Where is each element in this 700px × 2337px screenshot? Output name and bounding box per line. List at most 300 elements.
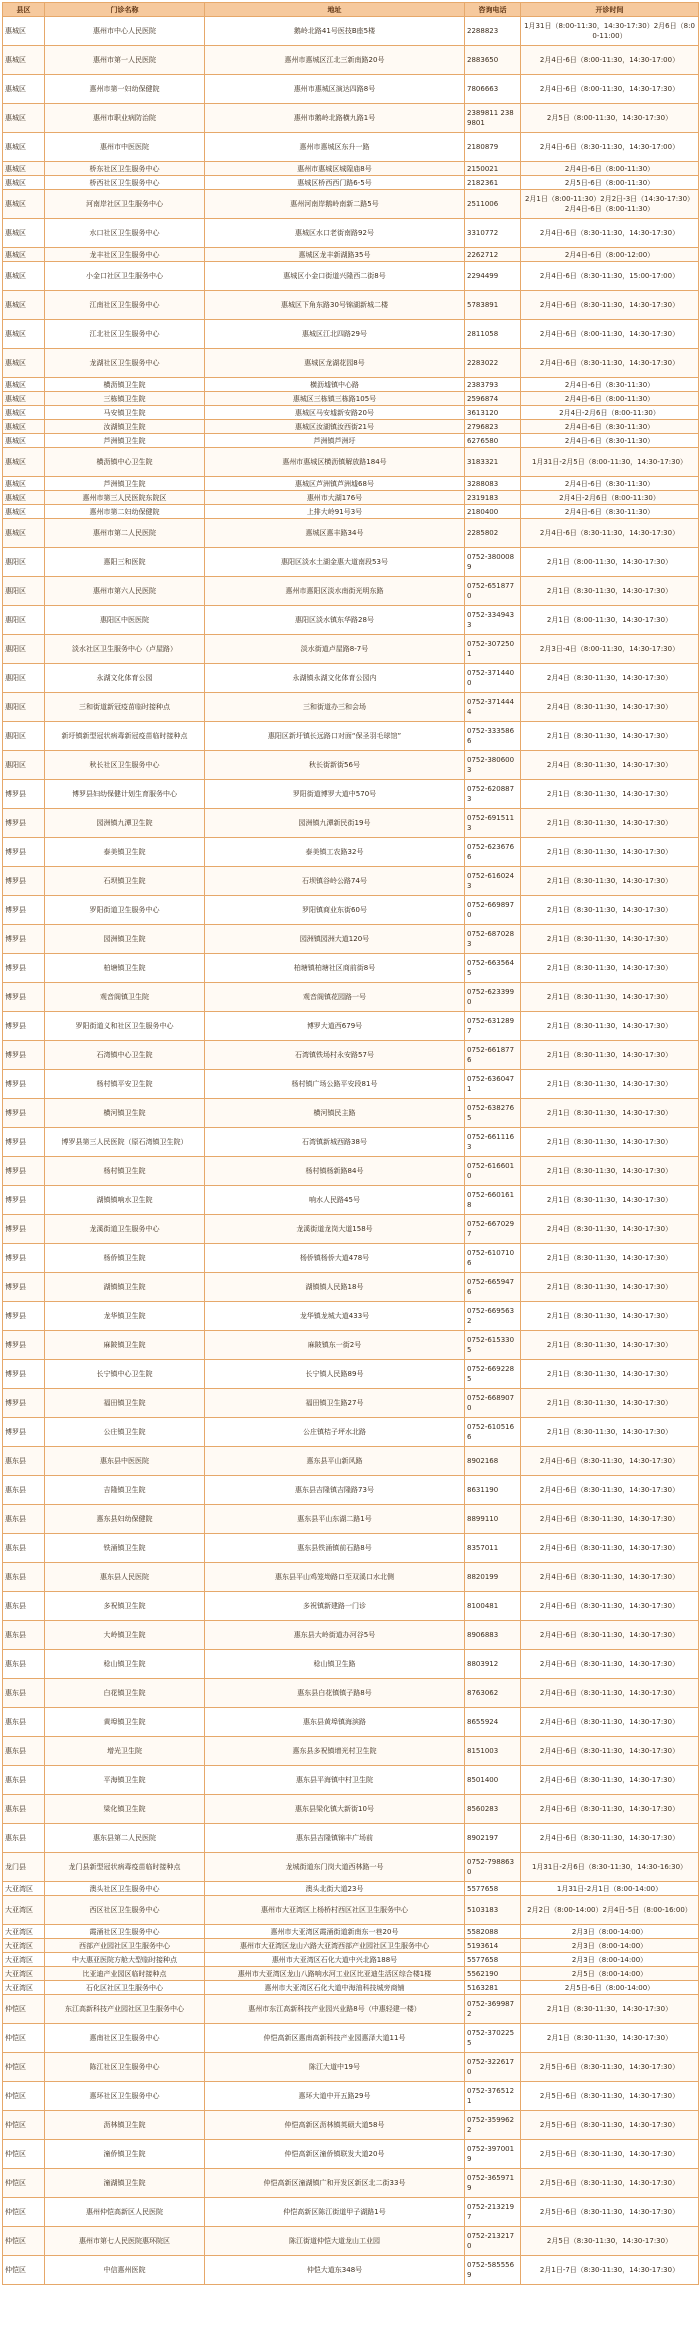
phone-cell: 2285802 [465,519,521,548]
district-cell: 仲恺区 [3,2227,45,2256]
address-cell: 博罗大道西679号 [205,1012,465,1041]
table-row [3,2140,699,2169]
table-row [3,75,699,104]
clinic-name-cell: 铁涌镇卫生院 [45,1534,205,1563]
opening-time-cell: 2月4日-6日（8:30-11:30） [521,434,699,448]
opening-time-cell: 2月3日（8:00-14:00） [521,1925,699,1939]
clinic-name-cell: 新圩镇新型冠状病毒新冠疫苗临时接种点 [45,722,205,751]
table-row [3,2082,699,2111]
district-cell: 龙门县 [3,1853,45,1882]
table-row [3,190,699,219]
clinic-name-cell: 罗阳街道卫生服务中心 [45,896,205,925]
clinic-name-cell: 大岭镇卫生院 [45,1621,205,1650]
table-row [3,1418,699,1447]
address-cell: 惠城区龙丰新湖路35号 [205,248,465,262]
address-cell: 秋长街新街56号 [205,751,465,780]
opening-time-cell: 2月1日（8:30-11:30，14:30-17:30） [521,1302,699,1331]
phone-cell: 8357011 [465,1534,521,1563]
address-cell: 惠城区下角东路30号锦湖新城二楼 [205,291,465,320]
opening-time-cell: 2月4日-6日（8:30-11:30，14:30-17:30） [521,1534,699,1563]
phone-cell: 8501400 [465,1766,521,1795]
opening-time-cell: 2月1日（8:30-11:30，14:30-17:30） [521,1995,699,2024]
opening-time-cell: 2月1日（8:30-11:30，14:30-17:30） [521,1418,699,1447]
clinic-name-cell: 惠州市第一人民医院 [45,46,205,75]
opening-time-cell: 1月31日（8:00-11:30，14:30-17:30）2月6日（8:00-11:00） [521,17,699,46]
district-cell: 惠城区 [3,378,45,392]
phone-cell: 0752-3714400 [465,664,521,693]
district-cell: 惠阳区 [3,635,45,664]
clinic-name-cell: 惠州市职业病防治院 [45,104,205,133]
district-cell: 大亚湾区 [3,1882,45,1896]
table-row [3,780,699,809]
district-cell: 惠城区 [3,262,45,291]
address-cell: 仲恺高新区潼湖镇广和开发区新区北二街33号 [205,2169,465,2198]
clinic-name-cell: 潼侨镇卫生院 [45,2140,205,2169]
table-row [3,1331,699,1360]
table-row [3,378,699,392]
district-cell: 惠东县 [3,1621,45,1650]
address-cell: 惠东县平山鸡笼坳路口至双溪口水北侧 [205,1563,465,1592]
table-row [3,1621,699,1650]
address-cell: 惠城区三栋镇三栋路105号 [205,392,465,406]
opening-time-cell: 2月1日（8:30-11:30，14:30-17:30） [521,1389,699,1418]
phone-cell: 0752-3659719 [465,2169,521,2198]
clinic-name-cell: 石湾镇中心卫生院 [45,1041,205,1070]
table-row [3,320,699,349]
clinic-name-cell: 黄埠镇卫生院 [45,1708,205,1737]
address-cell: 永湖镇永湖文化体育公园内 [205,664,465,693]
address-cell: 石坝镇谷岭公路74号 [205,867,465,896]
clinic-name-cell: 罗阳街道义和社区卫生服务中心 [45,1012,205,1041]
district-cell: 博罗县 [3,1302,45,1331]
opening-time-cell: 2月5日（8:00-14:00） [521,1967,699,1981]
opening-time-cell: 2月4日-6日（8:30-11:30，14:30-17:30） [521,1679,699,1708]
opening-time-cell: 2月4日-6日（8:30-11:30，14:30-17:30） [521,1621,699,1650]
opening-time-cell: 2月1日（8:00-11:30，14:30-17:30） [521,606,699,635]
district-cell: 惠城区 [3,190,45,219]
opening-time-cell: 2月1日（8:30-11:30，14:30-17:30） [521,1186,699,1215]
table-row [3,1070,699,1099]
address-cell: 杨村镇杨新路84号 [205,1157,465,1186]
clinic-name-cell: 博罗县第三人民医院（原石湾镇卫生院） [45,1128,205,1157]
opening-time-cell: 2月4日（8:30-11:30，14:30-17:30） [521,693,699,722]
phone-cell: 7806663 [465,75,521,104]
opening-time-cell: 2月4日-6日（8:00-11:30，14:30-17:00） [521,46,699,75]
address-cell: 惠东县大岭街道办河谷5号 [205,1621,465,1650]
clinic-name-cell: 澳头社区卫生服务中心 [45,1882,205,1896]
phone-cell: 5577658 [465,1882,521,1896]
district-cell: 仲恺区 [3,2256,45,2285]
address-cell: 惠城区龙湖花园8号 [205,349,465,378]
phone-cell: 0752-6689070 [465,1389,521,1418]
address-cell: 仲恺高新区沥林镇英硕大道58号 [205,2111,465,2140]
address-cell: 观音阁镇花园路一号 [205,983,465,1012]
phone-cell: 0752-6382765 [465,1099,521,1128]
district-cell: 惠城区 [3,434,45,448]
phone-cell: 8803912 [465,1650,521,1679]
opening-time-cell: 2月1日（8:30-11:30，14:30-17:30） [521,896,699,925]
table-row [3,1476,699,1505]
phone-cell: 0752-6107106 [465,1244,521,1273]
address-cell: 仲恺大道东348号 [205,2256,465,2285]
address-cell: 惠州市大亚湾区霞涌街道新南东一巷20号 [205,1925,465,1939]
phone-cell: 2150021 [465,162,521,176]
address-cell: 石湾镇新城西路38号 [205,1128,465,1157]
opening-time-cell: 2月5日（8:00-11:30，14:30-17:30） [521,104,699,133]
clinic-name-cell: 惠州市第一妇幼保健院 [45,75,205,104]
opening-time-cell: 2月4日-6日（8:00-11:30） [521,392,699,406]
phone-cell: 0752-6236766 [465,838,521,867]
district-cell: 惠城区 [3,162,45,176]
district-cell: 惠东县 [3,1795,45,1824]
opening-time-cell: 2月3日（8:00-14:00） [521,1939,699,1953]
district-cell: 惠东县 [3,1592,45,1621]
address-cell: 仲恺高新区惠南高新科技产业园惠泽大道11号 [205,2024,465,2053]
opening-time-cell: 2月4日-6日（8:30-11:30，14:30-17:30） [521,1766,699,1795]
table-row [3,635,699,664]
opening-time-cell: 2月4日-6日（8:00-11:30，14:30-17:30） [521,320,699,349]
clinic-name-cell: 芦洲镇卫生院 [45,434,205,448]
opening-time-cell: 2月1日（8:30-11:30，14:30-17:30） [521,1273,699,1302]
table-row [3,349,699,378]
opening-time-cell: 2月1日（8:30-11:30，14:30-17:30） [521,809,699,838]
opening-time-cell: 2月4日-6日（8:30-11:30，14:30-17:30） [521,291,699,320]
header-district: 县区 [3,3,45,17]
clinic-name-cell: 多祝镇卫生院 [45,1592,205,1621]
phone-cell: 8902168 [465,1447,521,1476]
clinic-name-cell: 惠州仲恺高新区人民医院 [45,2198,205,2227]
opening-time-cell: 2月4日-6日（8:30-11:30，14:30-17:30） [521,1447,699,1476]
district-cell: 博罗县 [3,954,45,983]
clinic-name-cell: 汝湖镇卫生院 [45,420,205,434]
table-row [3,434,699,448]
district-cell: 惠城区 [3,219,45,248]
table-row [3,491,699,505]
address-cell: 龙城街道东门岗大道西林路一号 [205,1853,465,1882]
opening-time-cell: 2月4日-6日（8:30-11:30，14:30-17:30） [521,1650,699,1679]
address-cell: 惠东县多祝镇增光村卫生院 [205,1737,465,1766]
opening-time-cell: 2月4日（8:30-11:30，14:30-17:30） [521,1215,699,1244]
opening-time-cell: 2月4日-6日（8:30-11:30） [521,505,699,519]
opening-time-cell: 2月4日（8:30-11:30，14:30-17:30） [521,751,699,780]
phone-cell: 0752-6635645 [465,954,521,983]
opening-time-cell: 2月4日-6日（8:30-11:30，14:30-17:30） [521,349,699,378]
address-cell: 惠州市大湖176号 [205,491,465,505]
address-cell: 澳头北街大道23号 [205,1882,465,1896]
clinic-name-cell: 吉隆镇卫生院 [45,1476,205,1505]
table-row [3,519,699,548]
clinic-name-cell: 石化区社区卫生服务中心 [45,1981,205,1995]
phone-cell: 0752-6160243 [465,867,521,896]
table-row [3,1939,699,1953]
district-cell: 博罗县 [3,1273,45,1302]
address-cell: 罗阳镇商业东街60号 [205,896,465,925]
district-cell: 博罗县 [3,1331,45,1360]
district-cell: 惠城区 [3,406,45,420]
clinic-name-cell: 中信惠州医院 [45,2256,205,2285]
district-cell: 惠东县 [3,1563,45,1592]
address-cell: 仲恺高新区潼侨镇联发大道20号 [205,2140,465,2169]
address-cell: 惠城区芦洲镇芦洲墟68号 [205,477,465,491]
district-cell: 惠城区 [3,176,45,190]
table-row [3,1186,699,1215]
opening-time-cell: 2月1日（8:00-11:30，14:30-17:30） [521,548,699,577]
phone-cell: 5562190 [465,1967,521,1981]
table-row [3,1273,699,1302]
phone-cell: 2180879 [465,133,521,162]
address-cell: 惠东县白花镇镇子路8号 [205,1679,465,1708]
clinic-name-cell: 桥西社区卫生服务中心 [45,176,205,190]
address-cell: 惠环大道中开五路29号 [205,2082,465,2111]
opening-time-cell: 1月31日-2月1日（8:00-14:00） [521,1882,699,1896]
clinic-name-cell: 惠东县妇幼保健院 [45,1505,205,1534]
address-cell: 惠东县铁涌镇前石路8号 [205,1534,465,1563]
district-cell: 大亚湾区 [3,1981,45,1995]
address-cell: 惠东县平山东湖二路1号 [205,1505,465,1534]
opening-time-cell: 2月4日-6日（8:30-11:30，14:30-17:30） [521,1476,699,1505]
table-row [3,867,699,896]
opening-time-cell: 2月5日-6日（8:30-11:30，14:30-17:30） [521,2053,699,2082]
opening-time-cell: 2月1日（8:30-11:30，14:30-17:30） [521,722,699,751]
table-row [3,1157,699,1186]
clinic-name-cell: 横沥镇中心卫生院 [45,448,205,477]
phone-cell: 8560283 [465,1795,521,1824]
phone-cell: 0752-3806003 [465,751,521,780]
opening-time-cell: 2月1日（8:30-11:30，14:30-17:30） [521,925,699,954]
district-cell: 惠城区 [3,46,45,75]
clinic-name-cell: 江南社区卫生服务中心 [45,291,205,320]
clinic-name-cell: 惠州市第二人民医院 [45,519,205,548]
address-cell: 响水人民路45号 [205,1186,465,1215]
table-row [3,392,699,406]
opening-time-cell: 2月1日（8:30-11:30，14:30-17:30） [521,1244,699,1273]
opening-time-cell: 2月1日（8:00-11:30）2月2日-3日（14:30-17:30）2月4日-6日（8:00-11:30） [521,190,699,219]
phone-cell: 0752-6601618 [465,1186,521,1215]
clinic-name-cell: 龙门县新型冠状病毒疫苗临时接种点 [45,1853,205,1882]
district-cell: 惠城区 [3,320,45,349]
address-cell: 麻陂镇东一街2号 [205,1331,465,1360]
address-cell: 淡水街道卢屋路8-7号 [205,635,465,664]
vaccination-clinic-table [2,2,699,2285]
table-row [3,983,699,1012]
phone-cell: 0752-3800089 [465,548,521,577]
opening-time-cell: 2月1日（8:30-11:30，14:30-17:30） [521,577,699,606]
district-cell: 博罗县 [3,1418,45,1447]
table-row [3,1981,699,1995]
phone-cell: 5582088 [465,1925,521,1939]
phone-cell: 5577658 [465,1953,521,1967]
district-cell: 惠东县 [3,1505,45,1534]
address-cell: 泰美镇工农路32号 [205,838,465,867]
table-row [3,1128,699,1157]
table-row [3,1824,699,1853]
address-cell: 罗阳街道博罗大道中570号 [205,780,465,809]
district-cell: 惠城区 [3,505,45,519]
table-row [3,751,699,780]
table-row [3,693,699,722]
phone-cell: 0752-2132197 [465,2198,521,2227]
district-cell: 惠城区 [3,248,45,262]
table-row [3,448,699,477]
address-cell: 惠州市惠城区演达四路8号 [205,75,465,104]
opening-time-cell: 2月1日（8:30-11:30，14:30-17:30） [521,780,699,809]
table-row [3,1505,699,1534]
district-cell: 博罗县 [3,1099,45,1128]
table-row [3,2111,699,2140]
district-cell: 惠阳区 [3,751,45,780]
clinic-name-cell: 桥东社区卫生服务中心 [45,162,205,176]
opening-time-cell: 2月2日（8:00-14:00）2月4日-5日（8:00-16:00） [521,1896,699,1925]
clinic-name-cell: 园洲镇九潭卫生院 [45,809,205,838]
table-row [3,2256,699,2285]
header-phone: 咨询电话 [465,3,521,17]
clinic-name-cell: 东江高新科技产业园社区卫生服务中心 [45,1995,205,2024]
district-cell: 仲恺区 [3,2053,45,2082]
clinic-name-cell: 三和街道新冠疫苗临时接种点 [45,693,205,722]
opening-time-cell: 2月4日-6日（8:30-11:30，14:30-17:30） [521,1795,699,1824]
address-cell: 惠东县平山新风路 [205,1447,465,1476]
district-cell: 惠东县 [3,1534,45,1563]
header-opening-time: 开诊时间 [521,3,699,17]
phone-cell: 0752-6105166 [465,1418,521,1447]
phone-cell: 0752-2132170 [465,2227,521,2256]
address-cell: 惠州市大亚湾区龙山八路响水河工业区比亚迪生活区综合楼1楼 [205,1967,465,1981]
district-cell: 惠城区 [3,519,45,548]
phone-cell: 8763062 [465,1679,521,1708]
opening-time-cell: 2月4日-6日（8:30-11:30，14:30-17:30） [521,219,699,248]
district-cell: 惠东县 [3,1476,45,1505]
address-cell: 惠州市大亚湾区石化大道中海油科技城旁商铺 [205,1981,465,1995]
clinic-name-cell: 麻陂镇卫生院 [45,1331,205,1360]
opening-time-cell: 2月1日（8:30-11:30，14:30-17:30） [521,1070,699,1099]
table-row [3,1012,699,1041]
clinic-name-cell: 平海镇卫生院 [45,1766,205,1795]
opening-time-cell: 2月1日-7日（8:30-11:30，14:30-17:30） [521,2256,699,2285]
opening-time-cell: 2月5日-6日（8:30-11:30，14:30-17:30） [521,2082,699,2111]
phone-cell: 8902197 [465,1824,521,1853]
table-row [3,1244,699,1273]
clinic-name-cell: 三栋镇卫生院 [45,392,205,406]
table-row [3,46,699,75]
table-row [3,606,699,635]
opening-time-cell: 2月5日（8:30-11:30，14:30-17:30） [521,2227,699,2256]
phone-cell: 2796823 [465,420,521,434]
district-cell: 博罗县 [3,1070,45,1099]
address-cell: 横河镇民主路 [205,1099,465,1128]
clinic-name-cell: 惠州市第六人民医院 [45,577,205,606]
clinic-name-cell: 石坝镇卫生院 [45,867,205,896]
clinic-name-cell: 陈江社区卫生服务中心 [45,2053,205,2082]
clinic-name-cell: 西部产业园社区卫生服务中心 [45,1939,205,1953]
district-cell: 大亚湾区 [3,1967,45,1981]
clinic-name-cell: 龙湖社区卫生服务中心 [45,349,205,378]
district-cell: 大亚湾区 [3,1896,45,1925]
address-cell: 惠东县平海镇中村卫生院 [205,1766,465,1795]
address-cell: 长宁镇人民路89号 [205,1360,465,1389]
table-row [3,1041,699,1070]
clinic-name-cell: 湖镇镇卫生院 [45,1273,205,1302]
opening-time-cell: 2月5日-6日（8:00-11:30） [521,176,699,190]
opening-time-cell: 2月3日-4日（8:00-11:30，14:30-17:30） [521,635,699,664]
district-cell: 惠阳区 [3,693,45,722]
address-cell: 惠城区江北四路29号 [205,320,465,349]
district-cell: 仲恺区 [3,2111,45,2140]
phone-cell: 2262712 [465,248,521,262]
opening-time-cell: 2月1日（8:30-11:30，14:30-17:30） [521,983,699,1012]
clinic-name-cell: 惠阳区中医医院 [45,606,205,635]
clinic-name-cell: 惠州市第三人民医院东院区 [45,491,205,505]
opening-time-cell: 2月4日-6日（8:30-11:30） [521,477,699,491]
phone-cell: 0752-6670297 [465,1215,521,1244]
district-cell: 博罗县 [3,780,45,809]
phone-cell: 6276580 [465,434,521,448]
table-row [3,162,699,176]
phone-cell: 0752-6698970 [465,896,521,925]
clinic-name-cell: 惠州市中心人民医院 [45,17,205,46]
phone-cell: 3183321 [465,448,521,477]
phone-cell: 2294499 [465,262,521,291]
clinic-name-cell: 惠环社区卫生服务中心 [45,2082,205,2111]
phone-cell: 8906883 [465,1621,521,1650]
table-row [3,1795,699,1824]
district-cell: 惠东县 [3,1679,45,1708]
district-cell: 惠城区 [3,75,45,104]
phone-cell: 2811058 [465,320,521,349]
district-cell: 博罗县 [3,1244,45,1273]
opening-time-cell: 2月4日（8:30-11:30，14:30-17:30） [521,664,699,693]
clinic-name-cell: 潼湖镇卫生院 [45,2169,205,2198]
clinic-name-cell: 中大惠亚医院方舱大型临时接种点 [45,1953,205,1967]
table-row [3,2227,699,2256]
phone-cell: 5193614 [465,1939,521,1953]
district-cell: 惠东县 [3,1766,45,1795]
address-cell: 惠阳区淡水土湖金惠大道南段53号 [205,548,465,577]
district-cell: 惠阳区 [3,664,45,693]
phone-cell: 8100481 [465,1592,521,1621]
address-cell: 惠东县吉隆镇吉隆路73号 [205,1476,465,1505]
table-row [3,548,699,577]
district-cell: 博罗县 [3,1157,45,1186]
address-cell: 惠州市大亚湾区上杨桥村西区社区卫生服务中心 [205,1896,465,1925]
clinic-name-cell: 稔山镇卫生院 [45,1650,205,1679]
clinic-name-cell: 惠州市第二妇幼保健院 [45,505,205,519]
clinic-name-cell: 龙溪街道卫生服务中心 [45,1215,205,1244]
table-row [3,219,699,248]
table-row [3,1995,699,2024]
table-row [3,1360,699,1389]
opening-time-cell: 1月31日-2月6日（8:30-11:30，14:30-16:30） [521,1853,699,1882]
clinic-name-cell: 梁化镇卫生院 [45,1795,205,1824]
address-cell: 杨侨镇杨侨大道478号 [205,1244,465,1273]
phone-cell: 2182361 [465,176,521,190]
district-cell: 惠城区 [3,491,45,505]
clinic-name-cell: 惠东县中医医院 [45,1447,205,1476]
phone-cell: 0752-3702255 [465,2024,521,2053]
address-cell: 三和街道办三和会场 [205,693,465,722]
district-cell: 惠城区 [3,448,45,477]
district-cell: 博罗县 [3,1128,45,1157]
table-row [3,1447,699,1476]
clinic-name-cell: 园洲镇卫生院 [45,925,205,954]
clinic-name-cell: 杨村镇平安卫生院 [45,1070,205,1099]
opening-time-cell: 2月4日-6日（8:30-11:30，14:30-17:30） [521,1592,699,1621]
address-cell: 鹅岭北路41号医技B座5楼 [205,17,465,46]
clinic-name-cell: 惠东县人民医院 [45,1563,205,1592]
opening-time-cell: 2月1日（8:30-11:30，14:30-17:30） [521,1360,699,1389]
table-row [3,1563,699,1592]
address-cell: 惠州市鹅岭北路横九路1号 [205,104,465,133]
district-cell: 惠城区 [3,477,45,491]
